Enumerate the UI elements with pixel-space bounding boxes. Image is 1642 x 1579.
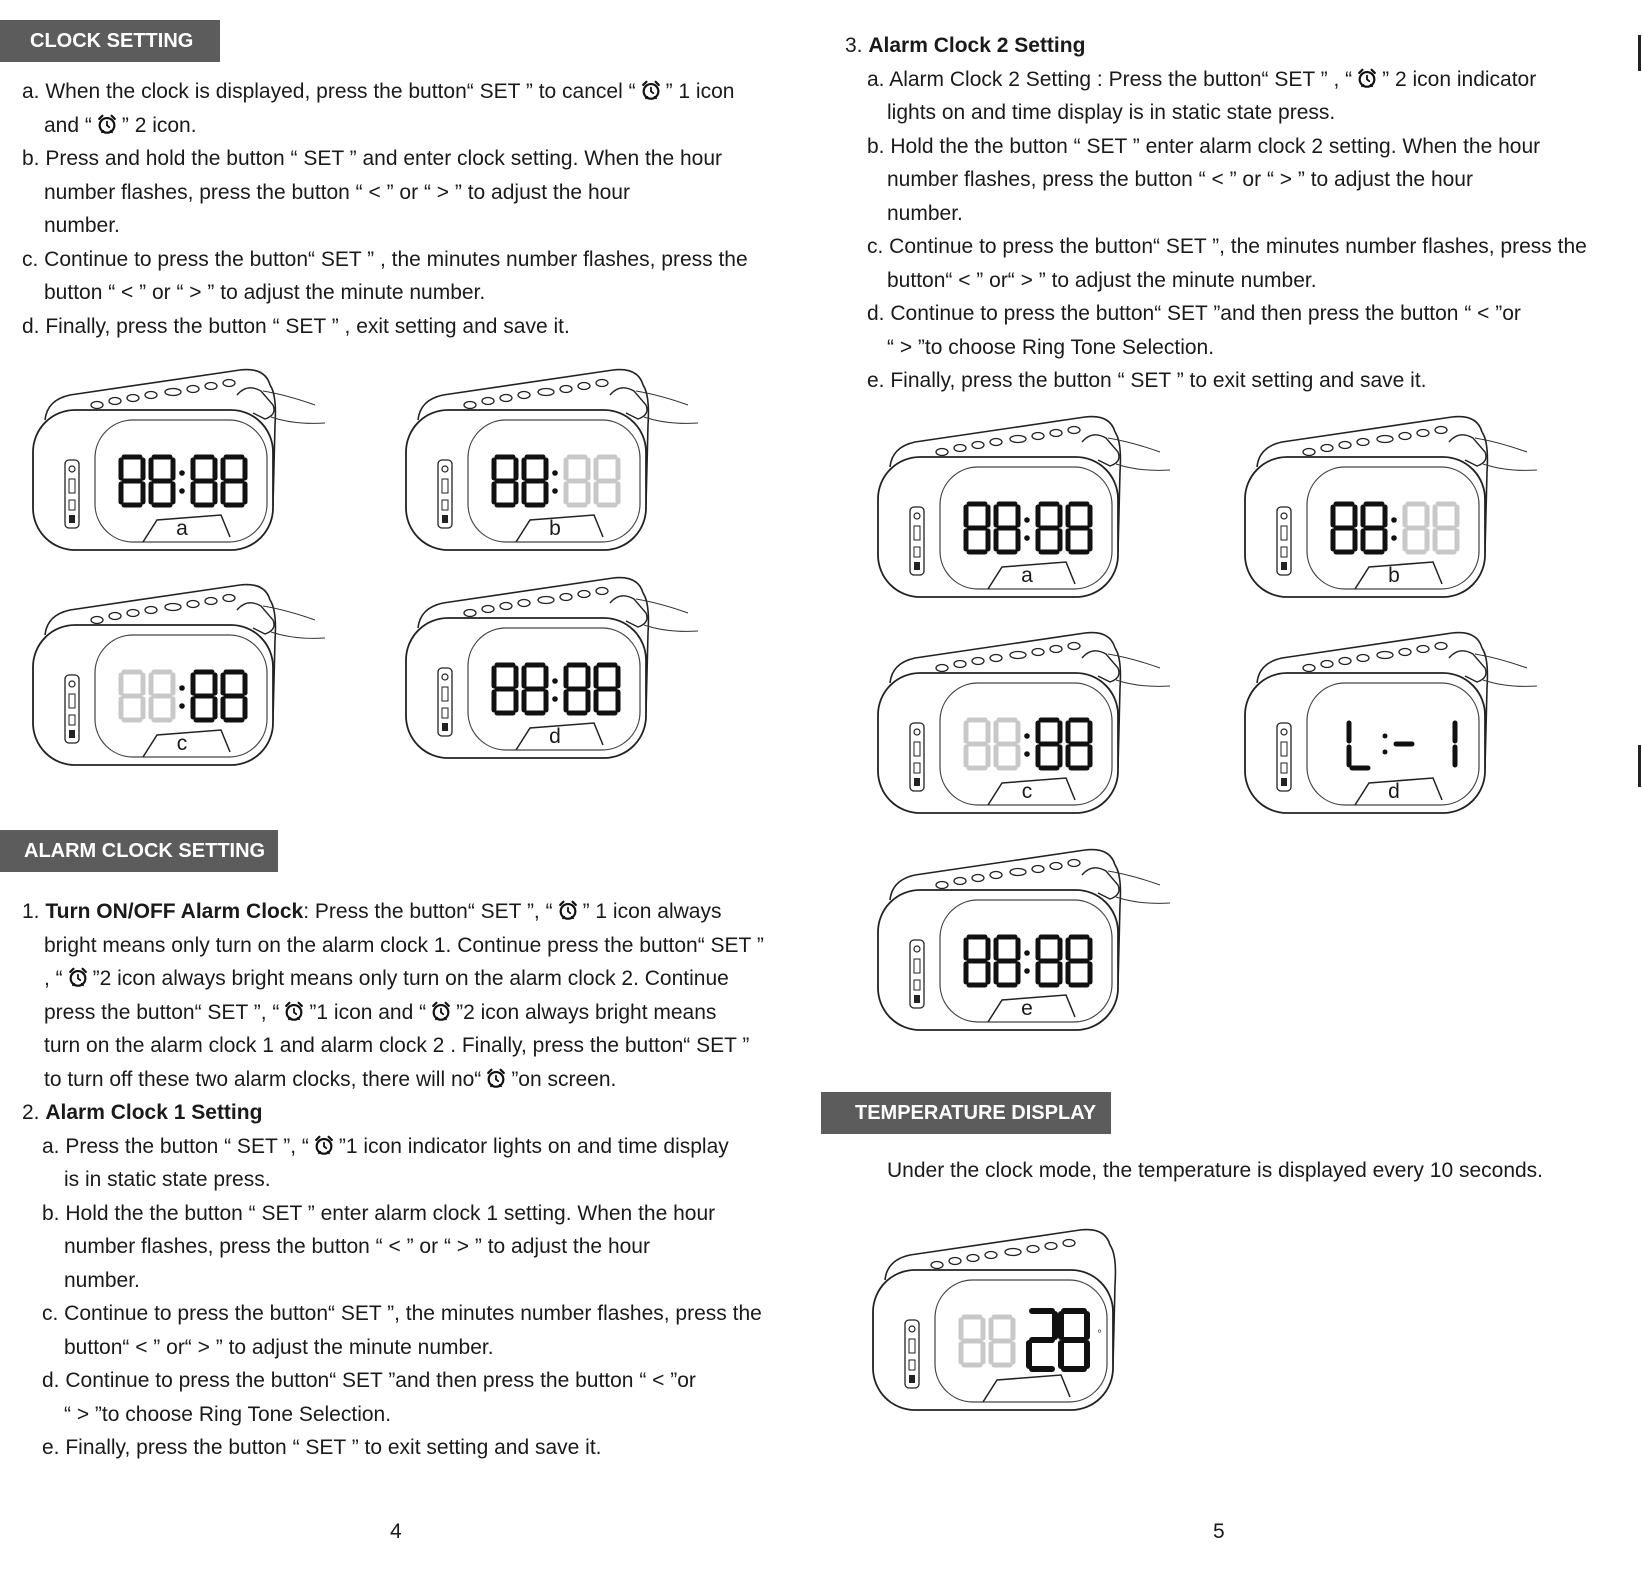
alarm-item2-c-line1: c. Continue to press the button“ SET ”, the minutes number flashes, press the [42, 1302, 762, 1325]
clock-top-button [223, 595, 235, 602]
clock-top-button [91, 617, 103, 624]
clock-step-a-line1: a. When the clock is displayed, press the button“ SET ” to cancel “ ” 1 icon [22, 80, 735, 103]
clock-top-button [1032, 649, 1044, 656]
clock-top-button [990, 872, 1002, 879]
clock-top-button [165, 389, 181, 396]
clock-top-button [990, 439, 1002, 446]
alarm-clock-icon [430, 1000, 452, 1022]
clock-top-button [538, 389, 554, 396]
clock-step-c-line1: c. Continue to press the button“ SET ” , the minutes number flashes, press the [22, 247, 748, 271]
left-page [0, 0, 815, 1579]
clock-port [442, 515, 448, 523]
clock-top-button [500, 603, 512, 610]
clock-top-button [1303, 449, 1315, 456]
clock-setting-steps [22, 75, 748, 343]
clock-port [442, 723, 448, 731]
clock-top-button [1005, 1249, 1021, 1256]
alarm-clock-setting-header: ALARM CLOCK SETTING [0, 830, 278, 872]
clock-top-button [1068, 860, 1080, 867]
alarm-clock-icon [96, 113, 118, 135]
edge-mark [1638, 745, 1641, 787]
clock-step-a-line2: and “ ” 2 icon. [44, 113, 197, 137]
clock-top-button [1050, 646, 1062, 653]
clock-port [69, 730, 75, 738]
clock-top-button [1045, 1243, 1057, 1250]
display-colon [552, 696, 558, 702]
clock-figure [25, 580, 335, 780]
alarm2-a-line2: lights on and time display is in static state press. [887, 101, 1336, 124]
alarm-item1-line6: to turn off these two alarm clocks, there will no“ ”on screen. [44, 1067, 617, 1091]
clock-top-button [109, 398, 121, 405]
display-colon [1391, 517, 1397, 523]
figure-label: a [176, 517, 188, 540]
clock-top-button [464, 402, 476, 409]
clock-top-button [538, 597, 554, 604]
clock-step-b-line1: b. Press and hold the button “ SET ” and enter clock setting. When the hour [22, 147, 723, 170]
alarm-item2-b-line3: number. [64, 1268, 140, 1292]
clock-step-d-line1: d. Finally, press the button “ SET ” , exit setting and save it. [22, 314, 570, 338]
alarm2-title: 3. Alarm Clock 2 Setting [845, 34, 1086, 57]
temperature-body [887, 1154, 1543, 1188]
temperature-clock-figure [865, 1225, 1175, 1425]
clock-top-button [954, 878, 966, 885]
clock-top-button [223, 380, 235, 387]
clock-illustration [865, 1225, 1175, 1425]
clock-figure [870, 412, 1180, 612]
clock-top-button [187, 386, 199, 393]
clock-step-b-line2: number flashes, press the button “ < ” or “ > ” to adjust the hour [44, 180, 630, 204]
figure-label: c [1021, 780, 1033, 803]
clock-figure [870, 845, 1180, 1045]
clock-port [1281, 778, 1287, 786]
clock-top-button [205, 598, 217, 605]
clock-top-button [949, 1258, 961, 1265]
display-colon [552, 470, 558, 476]
clock-setting-header: CLOCK SETTING [0, 20, 220, 62]
clock-top-button [127, 395, 139, 402]
clock-top-button [967, 1255, 979, 1262]
clock-figure [25, 365, 335, 565]
clock-figure [398, 573, 708, 773]
clock-port [909, 1375, 915, 1383]
display-colon [179, 685, 185, 691]
clock-port [914, 995, 920, 1003]
figure-label: e [1021, 997, 1033, 1020]
alarm-clock-icon [313, 1134, 335, 1156]
alarm2-e-line1: e. Finally, press the button “ SET ” to exit setting and save it. [867, 369, 1427, 392]
alarm2-b-line2: number flashes, press the button “ < ” or “ > ” to adjust the hour [887, 168, 1473, 191]
clock-top-button [145, 392, 157, 399]
clock-top-button [1357, 655, 1369, 662]
clock-top-button [1339, 442, 1351, 449]
display-colon [1024, 950, 1030, 956]
temperature-unit: ° [1097, 1329, 1102, 1340]
clock-top-button [1399, 433, 1411, 440]
clock-figure [1237, 412, 1547, 612]
clock-top-button [1032, 866, 1044, 873]
page-number: 4 [390, 1520, 402, 1543]
alarm-clock-icon [485, 1067, 507, 1089]
temperature-display-header: TEMPERATURE DISPLAY [821, 1092, 1111, 1134]
clock-top-button [91, 402, 103, 409]
clock-top-button [482, 606, 494, 613]
clock-port [914, 562, 920, 570]
temperature-description: Under the clock mode, the temperature is displayed every 10 seconds. [887, 1159, 1544, 1182]
clock-top-button [578, 383, 590, 390]
display-colon [1383, 734, 1388, 739]
figure-label: b [1388, 564, 1400, 587]
page-number: 5 [1213, 1520, 1225, 1543]
clock-top-button [1435, 427, 1447, 434]
display-colon [179, 470, 185, 476]
clock-top-button [936, 449, 948, 456]
alarm-item1-line2: bright means only turn on the alarm clock 1. Continue press the button“ SET ” [44, 933, 764, 957]
clock-top-button [1010, 869, 1026, 876]
alarm-clock-icon [67, 966, 89, 988]
alarm-clock-icon [640, 79, 662, 101]
clock-top-button [596, 380, 608, 387]
clock-top-button [109, 613, 121, 620]
clock-top-button [187, 601, 199, 608]
clock-top-button [578, 591, 590, 598]
clock-top-button [1417, 430, 1429, 437]
clock-top-button [596, 588, 608, 595]
alarm-item2-d-line1: d. Continue to press the button“ SET ”and then press the button “ < ”or [42, 1369, 696, 1392]
alarm-item2-b-line1: b. Hold the the button “ SET ” enter alarm clock 1 setting. When the hour [42, 1201, 716, 1225]
clock-top-button [1032, 433, 1044, 440]
clock-top-button [1303, 665, 1315, 672]
alarm2-d-line2: “ > ”to choose Ring Tone Selection. [887, 335, 1215, 359]
clock-step-b-line3: number. [44, 214, 120, 237]
figure-label: b [549, 517, 561, 540]
display-colon [1024, 517, 1030, 523]
clock-top-button [1027, 1246, 1039, 1253]
clock-top-button [205, 383, 217, 390]
clock-top-button [464, 610, 476, 617]
clock-top-button [985, 1252, 997, 1259]
clock-top-button [560, 386, 572, 393]
clock-figure [398, 365, 708, 565]
clock-top-button [1417, 646, 1429, 653]
clock-top-button [1435, 643, 1447, 650]
display-colon [1024, 733, 1030, 739]
clock-top-button [954, 445, 966, 452]
clock-top-button [1321, 445, 1333, 452]
clock-top-button [936, 665, 948, 672]
clock-top-button [482, 398, 494, 405]
display-colon [179, 703, 185, 709]
clock-top-button [954, 661, 966, 668]
display-colon [1024, 968, 1030, 974]
alarm-clock-icon [1356, 67, 1378, 89]
alarm2-d-line1: d. Continue to press the button“ SET ”and then press the button “ < ”or [867, 302, 1521, 325]
clock-top-button [127, 610, 139, 617]
clock-port [914, 778, 920, 786]
alarm2-a-line1: a. Alarm Clock 2 Setting : Press the button“ SET ” , “ ” 2 icon indicator [867, 67, 1537, 91]
edge-mark [1638, 35, 1641, 71]
alarm-clock-icon [557, 899, 579, 921]
clock-top-button [936, 882, 948, 889]
clock-top-button [931, 1262, 943, 1269]
display-colon [552, 678, 558, 684]
clock-top-button [560, 594, 572, 601]
alarm-clock-setting-steps [22, 895, 764, 1465]
clock-top-button [518, 600, 530, 607]
alarm-item2-a-line2: is in static state press. [64, 1168, 271, 1191]
clock-top-button [1010, 436, 1026, 443]
alarm-item2-a-line1: a. Press the button “ SET ”, “ ”1 icon indicator lights on and time display [42, 1134, 729, 1158]
clock-step-c-line2: button “ < ” or “ > ” to adjust the minute number. [44, 281, 486, 304]
alarm2-c-line2: button“ < ” or“ > ” to adjust the minute number. [887, 268, 1317, 292]
alarm2-c-line1: c. Continue to press the button“ SET ”, the minutes number flashes, press the [867, 235, 1587, 258]
figure-label: c [176, 732, 188, 755]
clock-top-button [1377, 436, 1393, 443]
display-colon [1024, 751, 1030, 757]
alarm-item2-e-line1: e. Finally, press the button “ SET ” to exit setting and save it. [42, 1436, 602, 1459]
clock-figure [1237, 628, 1547, 828]
display-colon [179, 488, 185, 494]
display-colon [1391, 535, 1397, 541]
clock-top-button [1063, 1240, 1075, 1247]
alarm2-b-line3: number. [887, 201, 963, 225]
alarm-item1-line1: 1. Turn ON/OFF Alarm Clock: Press the button“ SET ”, “ ” 1 icon always [22, 900, 722, 923]
display-colon [1383, 750, 1388, 755]
clock-top-button [1321, 661, 1333, 668]
figure-label: a [1021, 564, 1033, 587]
alarm-item1-line3: , “ ”2 icon always bright means only turn on the alarm clock 2. Continue [44, 967, 729, 990]
clock-top-button [972, 875, 984, 882]
clock-top-button [1010, 652, 1026, 659]
alarm-item1-line4: press the button“ SET ”, “ ”1 icon and “ ”2 icon always bright means [44, 1000, 717, 1024]
clock-top-button [500, 395, 512, 402]
clock-top-button [1377, 652, 1393, 659]
clock-top-button [165, 604, 181, 611]
alarm2-b-line1: b. Hold the the button “ SET ” enter alarm clock 2 setting. When the hour [867, 134, 1541, 158]
right-page [815, 0, 1642, 1579]
clock-top-button [1068, 427, 1080, 434]
figure-label: d [1388, 780, 1400, 803]
alarm-item2-d-line2: “ > ”to choose Ring Tone Selection. [64, 1402, 392, 1426]
clock-port [1281, 562, 1287, 570]
clock-top-button [145, 607, 157, 614]
alarm-item1-line5: turn on the alarm clock 1 and alarm clock 2 . Finally, press the button“ SET ” [44, 1034, 750, 1057]
display-colon [552, 488, 558, 494]
clock-top-button [990, 655, 1002, 662]
clock-top-button [518, 392, 530, 399]
alarm-clock-icon [283, 1000, 305, 1022]
alarm-item2-title: 2. Alarm Clock 1 Setting [22, 1101, 263, 1124]
clock-top-button [1399, 649, 1411, 656]
clock-top-button [1050, 863, 1062, 870]
display-colon [1024, 535, 1030, 541]
clock-top-button [1068, 643, 1080, 650]
clock-top-button [1357, 439, 1369, 446]
alarm-clock-2-steps [845, 29, 1587, 398]
clock-top-button [972, 442, 984, 449]
clock-top-button [972, 658, 984, 665]
figure-label: d [549, 725, 561, 748]
alarm-item2-b-line2: number flashes, press the button “ < ” or “ > ” to adjust the hour [64, 1235, 650, 1258]
clock-top-button [1050, 430, 1062, 437]
clock-top-button [1339, 658, 1351, 665]
clock-figure [870, 628, 1180, 828]
clock-port [69, 515, 75, 523]
alarm-item2-c-line2: button“ < ” or“ > ” to adjust the minute number. [64, 1335, 494, 1359]
